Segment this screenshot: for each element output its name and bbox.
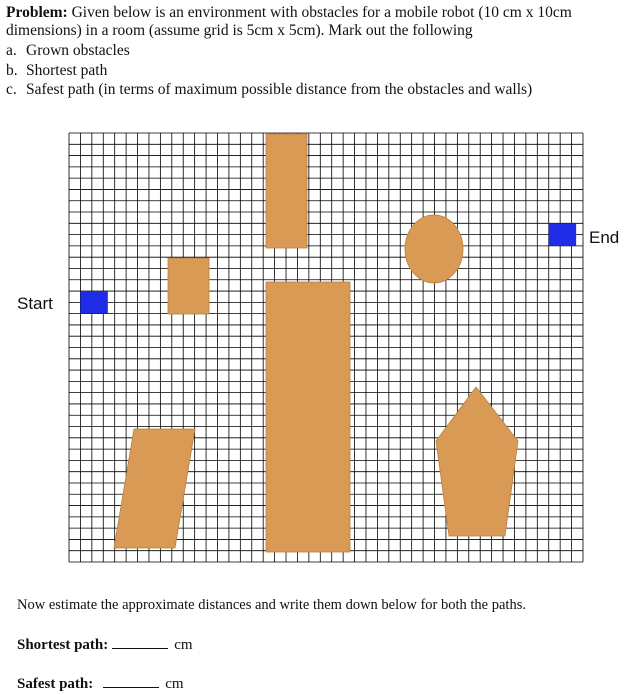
shortest-path-answer (17, 634, 193, 654)
end-marker (549, 223, 576, 246)
shortest-path-blank[interactable] (112, 634, 168, 649)
problem-text-2: dimensions) in a room (assume grid is 5cm x 5cm). Mark out the following (6, 22, 473, 39)
obstacle-circle (405, 215, 463, 283)
obstacle-small-square (168, 258, 209, 314)
safest-path-label: Safest path: (17, 676, 94, 692)
obstacle-pentagon (436, 387, 518, 536)
task-text-b: Shortest path (26, 62, 108, 79)
end-label: End (589, 228, 620, 247)
obstacle-tall-rectangle-top (266, 134, 307, 248)
task-letter-b: b. (6, 62, 18, 79)
shortest-path-unit: cm (174, 637, 193, 653)
start-label: Start (17, 294, 53, 313)
safest-path-unit: cm (165, 676, 184, 692)
task-letter-a: a. (6, 42, 17, 59)
obstacle-large-rectangle (266, 282, 350, 552)
problem-text-1: Given below is an environment with obstacles for a mobile robot (10 cm x 10cm (71, 4, 572, 21)
start-marker (80, 291, 107, 314)
instruction-text: Now estimate the approximate distances and write them down below for both the paths. (17, 597, 526, 613)
shortest-path-label: Shortest path: (17, 637, 109, 653)
task-letter-c: c. (6, 81, 17, 98)
problem-label: Problem: (6, 4, 68, 21)
task-text-a: Grown obstacles (26, 42, 130, 59)
safest-path-blank[interactable] (103, 673, 159, 688)
safest-path-answer (17, 673, 184, 693)
task-text-c: Safest path (in terms of maximum possible distance from the obstacles and walls) (26, 81, 533, 98)
